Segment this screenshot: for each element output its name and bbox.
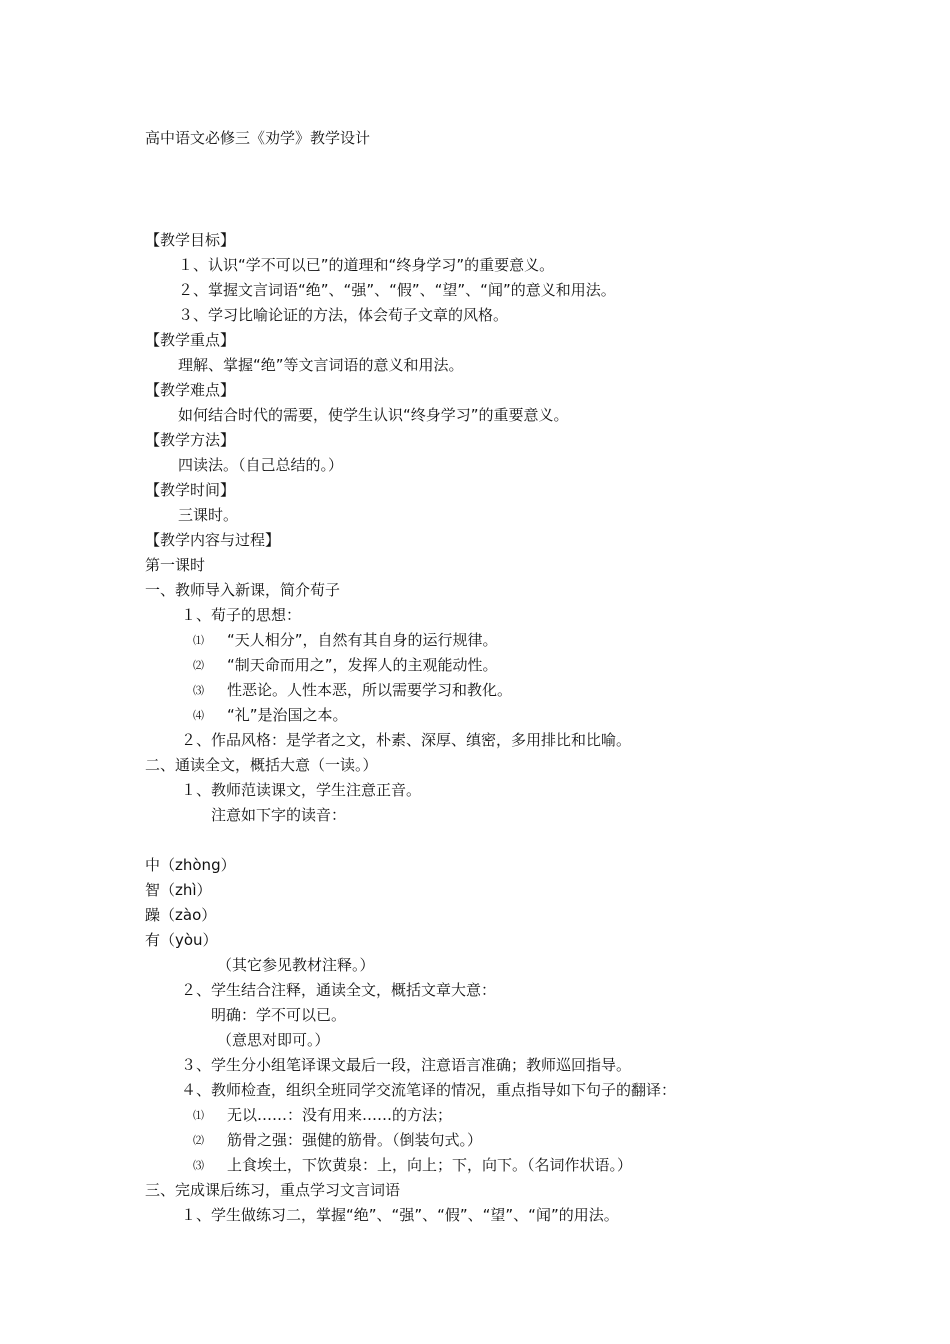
thought-item <box>145 653 925 678</box>
part2-item1: １、教师范读课文，学生注意正音。 <box>181 781 422 799</box>
part2-item2-note: （意思对即可。） <box>217 1031 330 1049</box>
translation-num: ⑶ <box>193 1159 204 1172</box>
part2-other: （其它参见教材注释。） <box>217 956 375 974</box>
thought-num: ⑵ <box>193 659 204 672</box>
key-text: 理解、掌握“绝”等文言词语的意义和用法。 <box>178 356 464 374</box>
difficulty-heading: 【教学难点】 <box>145 381 236 399</box>
thought-item <box>145 703 925 728</box>
part2-item3: ３、学生分小组笔译课文最后一段，注意语言准确；教师巡回指导。 <box>181 1056 632 1074</box>
thought-text: “礼”是治国之本。 <box>227 706 348 724</box>
process-heading: 【教学内容与过程】 <box>145 531 281 549</box>
thought-num: ⑷ <box>193 709 204 722</box>
thought-text: “制天命而用之”，发挥人的主观能动性。 <box>227 656 498 674</box>
translation-num: ⑴ <box>193 1109 204 1122</box>
part1-item1: １、荀子的思想： <box>181 606 302 624</box>
part1-heading: 一、教师导入新课，简介荀子 <box>145 581 341 599</box>
translation-text: 无以……：没有用来……的方法； <box>227 1106 453 1124</box>
translation-text: 筋骨之强：强健的筋骨。（倒装句式。） <box>227 1131 483 1149</box>
objective-item: ３、学习比喻论证的方法，体会荀子文章的风格。 <box>178 306 509 324</box>
pronunciation-item: 智（zhì） <box>145 881 212 899</box>
objective-item: １、认识“学不可以已”的道理和“终身学习”的重要意义。 <box>178 256 555 274</box>
time-text: 三课时。 <box>178 506 239 524</box>
thought-item <box>145 628 925 653</box>
thought-text: 性恶论。人性本恶，所以需要学习和教化。 <box>227 681 513 699</box>
pronunciation-item: 躁（zào） <box>145 906 217 924</box>
method-text: 四读法。（自己总结的。） <box>178 456 344 474</box>
thought-num: ⑶ <box>193 684 204 697</box>
difficulty-text: 如何结合时代的需要，使学生认识“终身学习”的重要意义。 <box>178 406 569 424</box>
key-heading: 【教学重点】 <box>145 331 236 349</box>
part3-item1: １、学生做练习二，掌握“绝”、“强”、“假”、“望”、“闻”的用法。 <box>181 1206 619 1224</box>
translation-num: ⑵ <box>193 1134 204 1147</box>
thought-text: “天人相分”，自然有其自身的运行规律。 <box>227 631 498 649</box>
part2-heading: 二、通读全文，概括大意（一读。） <box>145 756 378 774</box>
objective-item: ２、掌握文言词语“绝”、“强”、“假”、“望”、“闻”的意义和用法。 <box>178 281 616 299</box>
objectives-heading: 【教学目标】 <box>145 231 236 249</box>
method-heading: 【教学方法】 <box>145 431 236 449</box>
document-body <box>145 228 925 1228</box>
lesson-label: 第一课时 <box>145 556 206 574</box>
part3-heading: 三、完成课后练习，重点学习文言词语 <box>145 1181 401 1199</box>
translation-text: 上食埃土，下饮黄泉：上，向上；下，向下。（名词作状语。） <box>227 1156 633 1174</box>
part2-note: 注意如下字的读音： <box>211 806 347 824</box>
blank-line <box>145 828 925 853</box>
thought-item <box>145 678 925 703</box>
part2-item2: ２、学生结合注释，通读全文，概括文章大意： <box>181 981 497 999</box>
pronunciation-item: 有（yòu） <box>145 931 218 949</box>
translation-item <box>145 1128 925 1153</box>
document-title: 高中语文必修三《劝学》教学设计 <box>145 129 371 147</box>
part1-item2: ２、作品风格：是学者之文，朴素、深厚、缜密，多用排比和比喻。 <box>181 731 632 749</box>
translation-item <box>145 1153 925 1178</box>
time-heading: 【教学时间】 <box>145 481 236 499</box>
thought-num: ⑴ <box>193 634 204 647</box>
part2-item4: ４、教师检查，组织全班同学交流笔译的情况，重点指导如下句子的翻译： <box>181 1081 677 1099</box>
translation-item <box>145 1103 925 1128</box>
pronunciation-item: 中（zhòng） <box>145 856 236 874</box>
part2-item2-clear: 明确：学不可以已。 <box>211 1006 347 1024</box>
